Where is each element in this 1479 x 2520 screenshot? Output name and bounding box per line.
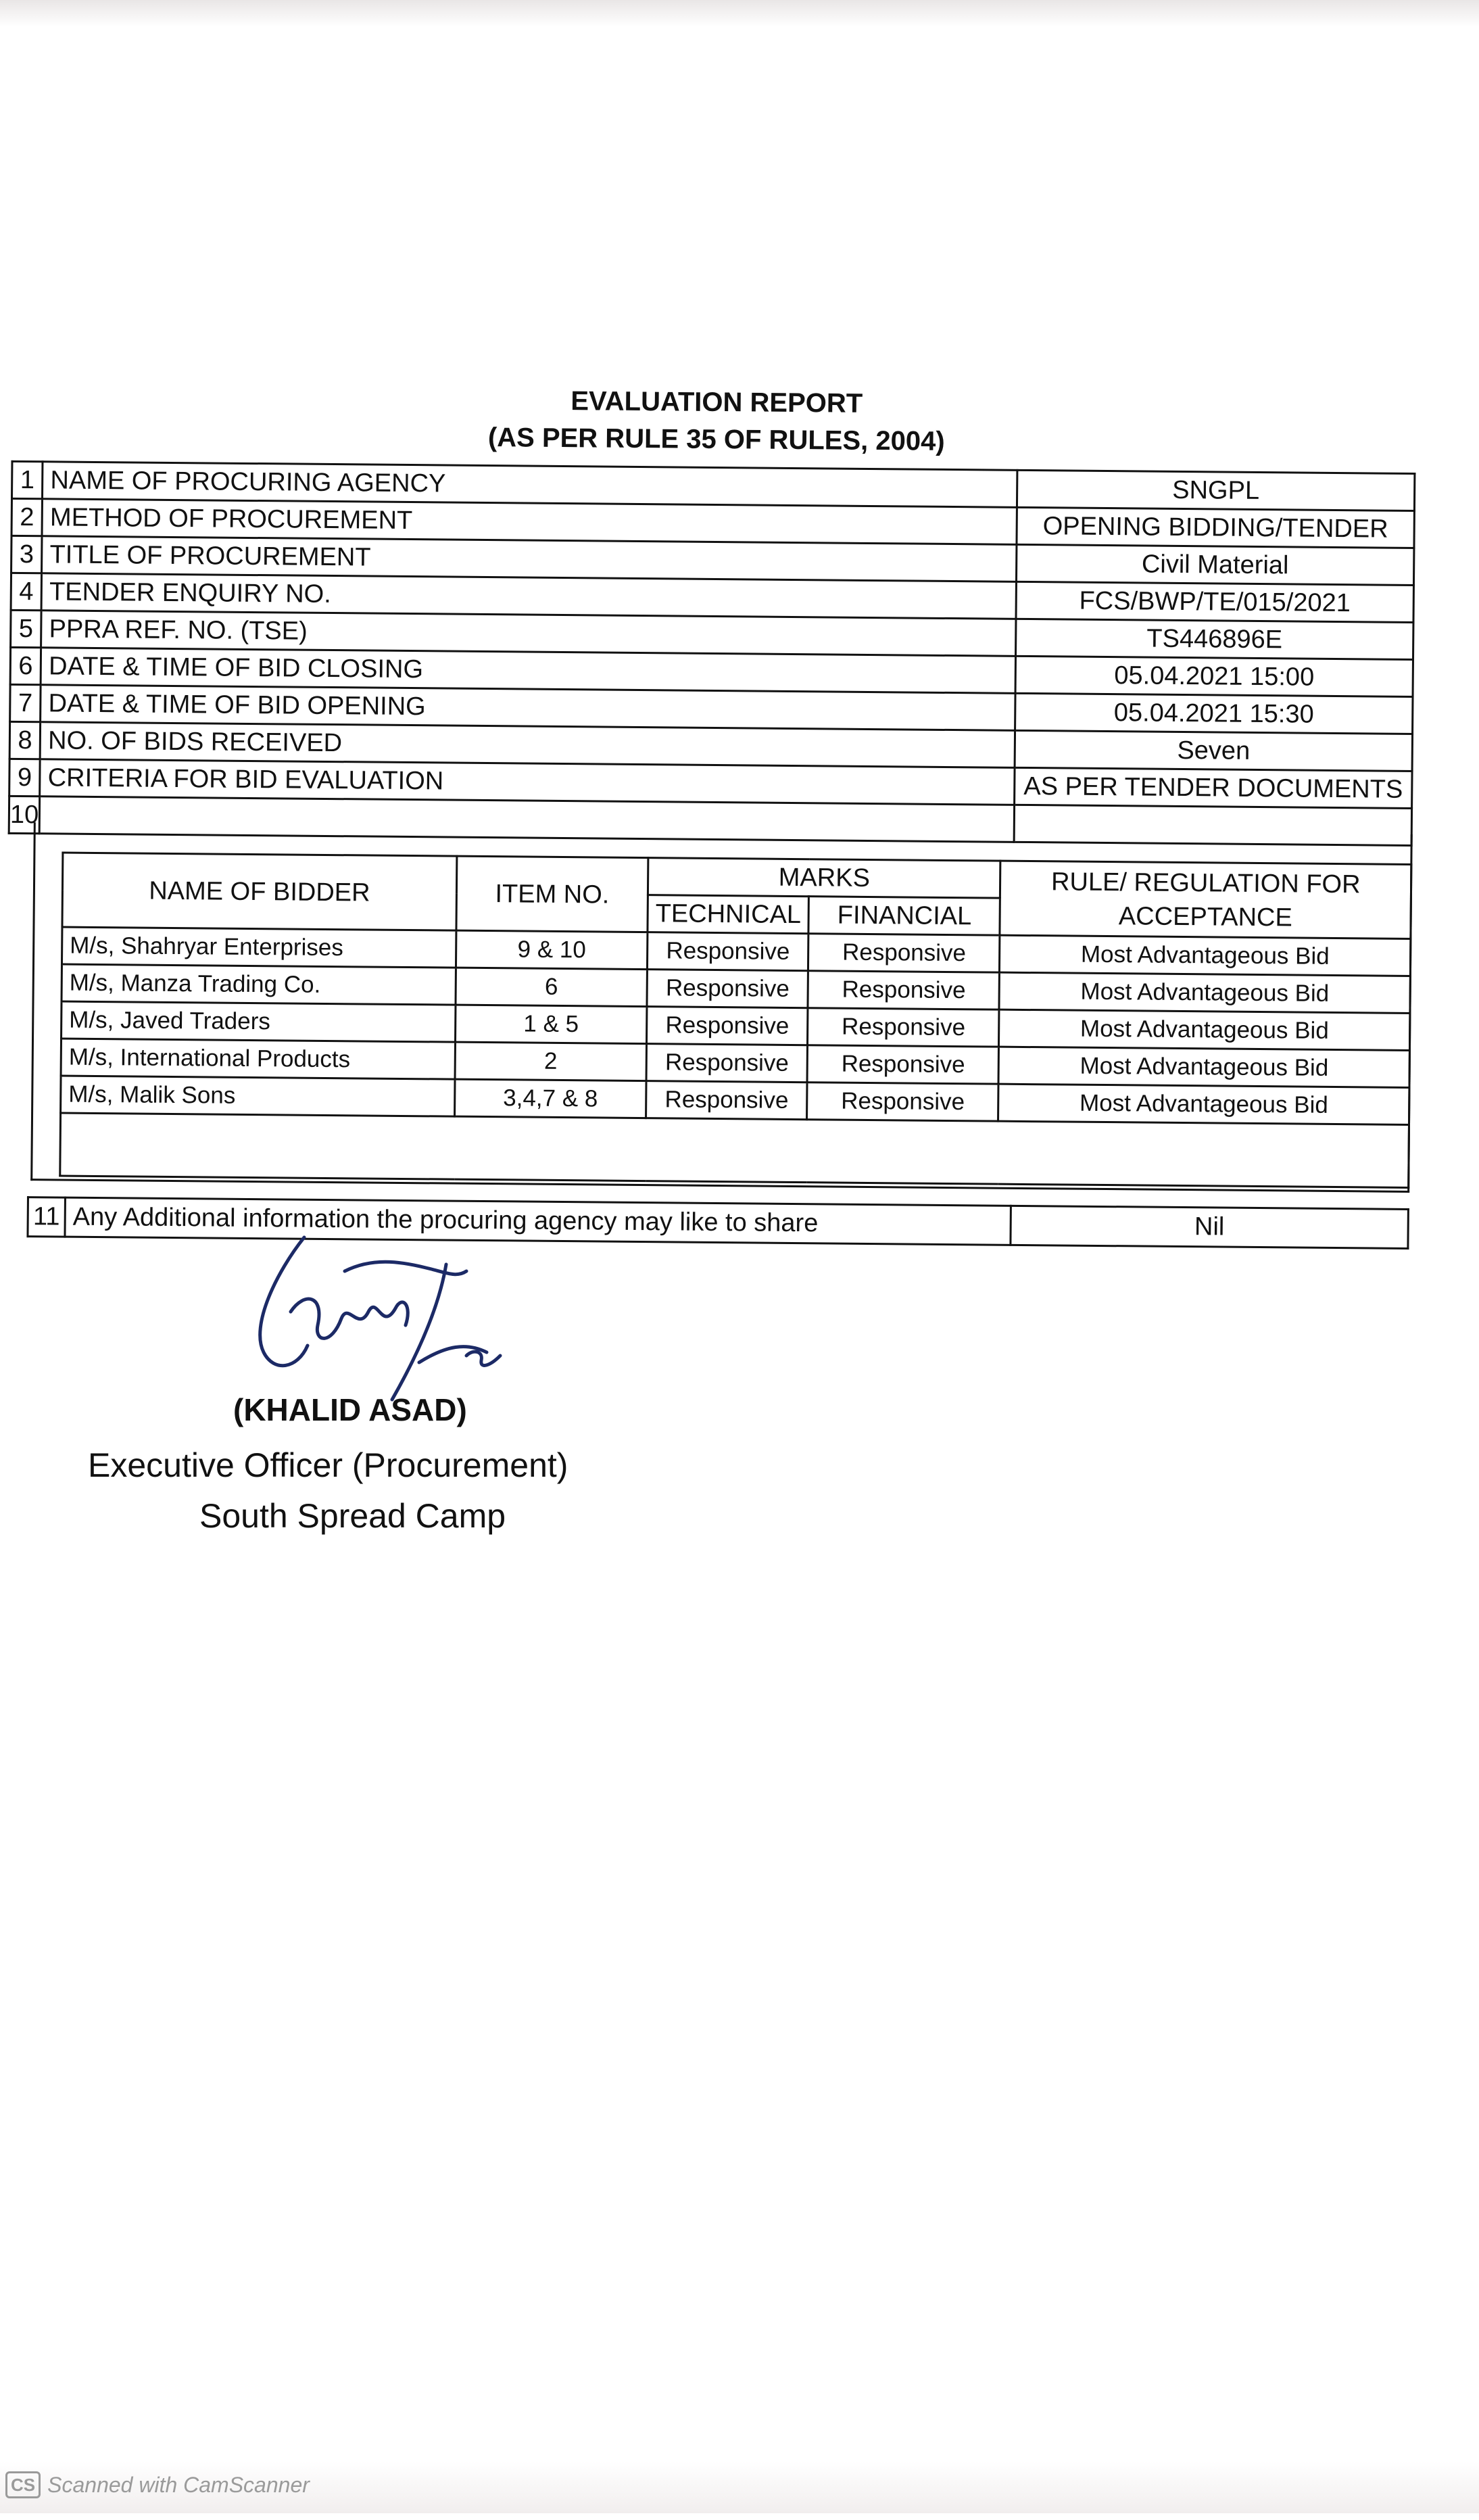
bidder-technical: Responsive [646, 1081, 808, 1120]
info-row-value: SNGPL [1017, 470, 1414, 510]
header-item-no: ITEM NO. [456, 856, 648, 932]
bidder-financial: Responsive [807, 1083, 998, 1121]
signatory-designation: Executive Officer (Procurement) [88, 1446, 568, 1484]
bidder-item-no: 9 & 10 [456, 930, 647, 969]
bidder-rule: Most Advantageous Bid [999, 972, 1410, 1013]
header-name-of-bidder: NAME OF BIDDER [62, 853, 457, 930]
info-row-label: DATE & TIME OF BID OPENING [41, 685, 1015, 731]
header-financial: FINANCIAL [808, 897, 1000, 935]
bidder-rule: Most Advantageous Bid [1000, 935, 1411, 976]
bidder-item-no: 6 [456, 968, 647, 1006]
info-row-label: NAME OF PROCURING AGENCY [43, 462, 1017, 508]
bidder-rule: Most Advantageous Bid [999, 1009, 1410, 1050]
scanner-watermark-text: Scanned with CamScanner [47, 2472, 310, 2497]
info-row-label: TITLE OF PROCUREMENT [42, 536, 1017, 582]
info-row-number: 7 [10, 684, 41, 721]
bidder-name: M/s, Javed Traders [62, 1001, 456, 1042]
bidder-financial: Responsive [808, 1008, 999, 1047]
info-row-value: OPENING BIDDING/TENDER [1017, 507, 1414, 548]
additional-info-label: Any Additional information the procuring agency may like to share [65, 1197, 1011, 1245]
bidder-item-no: 3,4,7 & 8 [455, 1079, 646, 1118]
info-row-number: 10 [9, 796, 40, 833]
info-row-value: AS PER TENDER DOCUMENTS [1015, 767, 1412, 808]
signatory-name: (KHALID ASAD) [233, 1392, 467, 1427]
bidder-name: M/s, Malik Sons [61, 1076, 455, 1116]
info-row-label: NO. OF BIDS RECEIVED [40, 722, 1015, 768]
info-row-number: 2 [11, 498, 43, 536]
info-row-number: 5 [11, 610, 42, 647]
info-row-value: FCS/BWP/TE/015/2021 [1016, 581, 1413, 622]
report-title: EVALUATION REPORT [571, 386, 863, 419]
camscanner-logo-icon: CS [5, 2471, 41, 2498]
info-row-label: TENDER ENQUIRY NO. [41, 573, 1016, 619]
info-row-value: Seven [1015, 730, 1412, 771]
header-rule-regulation: RULE/ REGULATION FOR ACCEPTANCE [1000, 861, 1411, 938]
info-row-number: 8 [9, 721, 41, 759]
info-row-label: DATE & TIME OF BID CLOSING [41, 648, 1015, 694]
bidder-technical: Responsive [647, 932, 808, 971]
bidder-financial: Responsive [808, 971, 999, 1009]
additional-info-value: Nil [1011, 1206, 1408, 1248]
bidder-name: M/s, Shahryar Enterprises [62, 927, 456, 968]
info-row-value: TS446896E [1016, 619, 1413, 659]
bidder-item-no: 2 [455, 1042, 646, 1080]
bidder-financial: Responsive [807, 1045, 998, 1084]
info-row-label: METHOD OF PROCUREMENT [42, 499, 1017, 545]
header-marks: MARKS [648, 858, 1000, 899]
bidder-technical: Responsive [647, 970, 808, 1008]
info-row-label: PPRA REF. NO. (TSE) [41, 611, 1016, 657]
bidder-rule: Most Advantageous Bid [998, 1084, 1409, 1124]
empty-cell [60, 1113, 1409, 1187]
bidder-financial: Responsive [808, 934, 1000, 972]
info-row-value: 05.04.2021 15:30 [1015, 693, 1413, 734]
scanner-watermark [5, 2471, 310, 2498]
info-row-number: 4 [11, 573, 42, 610]
bidder-technical: Responsive [646, 1044, 808, 1083]
info-row-number: 9 [9, 759, 41, 796]
bidder-name: M/s, Manza Trading Co. [62, 964, 456, 1005]
info-row-value: Civil Material [1016, 544, 1413, 585]
report-subtitle: (AS PER RULE 35 OF RULES, 2004) [487, 423, 945, 456]
bidder-rule: Most Advantageous Bid [998, 1047, 1409, 1087]
procurement-info-table [8, 460, 1416, 847]
info-row-number: 6 [10, 647, 41, 684]
signatory-office: South Spread Camp [199, 1497, 506, 1535]
info-row-number: 1 [11, 461, 43, 498]
bidder-item-no: 1 & 5 [456, 1005, 647, 1043]
bidder-technical: Responsive [646, 1007, 808, 1045]
bidders-table [59, 852, 1412, 1189]
info-row-value: 05.04.2021 15:00 [1015, 656, 1413, 696]
bidder-name: M/s, International Products [61, 1039, 455, 1079]
header-technical: TECHNICAL [648, 895, 809, 934]
info-row-number: 3 [11, 536, 43, 573]
additional-info-number: 11 [28, 1197, 66, 1237]
bidders-empty-row [60, 1113, 1409, 1187]
info-row-label: CRITERIA FOR BID EVALUATION [40, 759, 1015, 805]
